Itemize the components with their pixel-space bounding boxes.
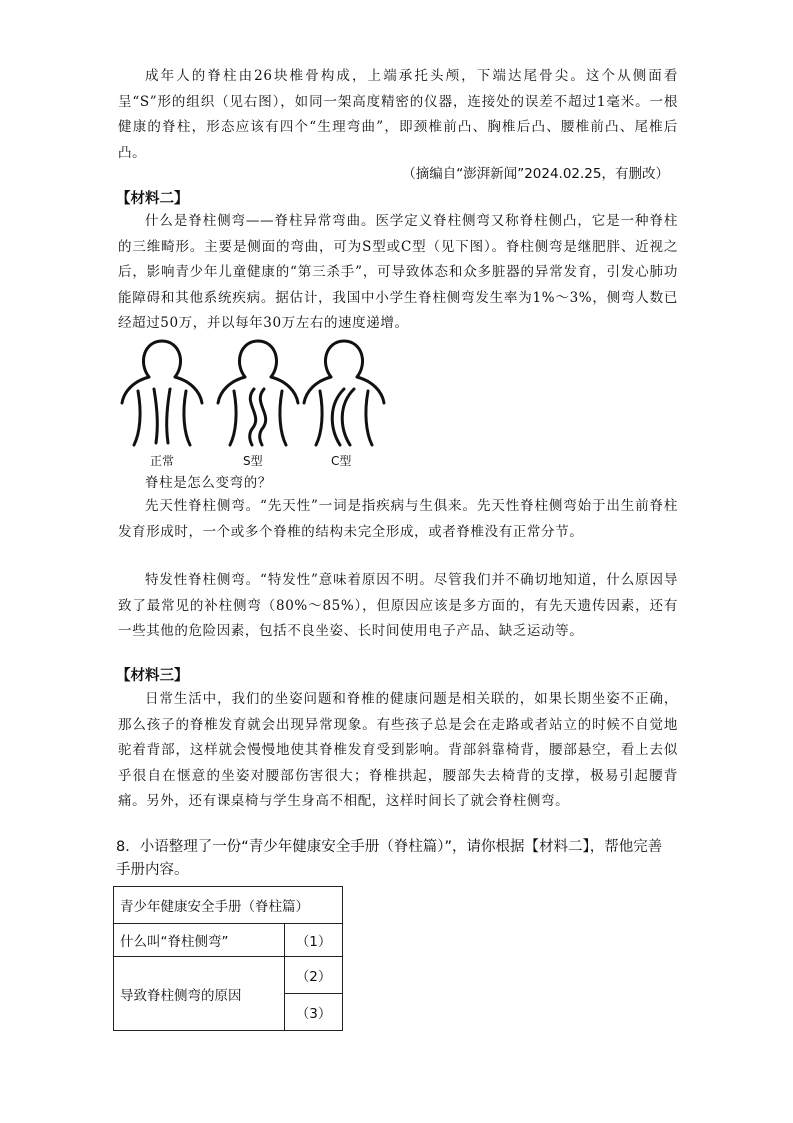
figure-label-normal: 正常 (150, 454, 175, 468)
material2-paragraph-1: 什么是脊柱侧弯——脊柱异常弯曲。医学定义脊柱侧弯又称脊柱侧凸，它是一种脊柱的三维畸形。主要是侧面的弯曲，可为S型或C型（见下图）。脊柱侧弯是继肥胖、近视之后，影响青少年儿童健康的“第三杀手”，可导致体态和众多脏器的异常发育，引发心肺功能障碍和其他系统疾病。据估计，我国中小学生脊柱侧弯发生率为1%～3%，侧弯人数已经超过50万，并以每年30万左右的速度递增。 (118, 213, 678, 331)
answer-blank-2[interactable]: （2） (285, 957, 343, 994)
material2-paragraph-3: 特发性脊柱侧弯。“特发性”意味着原因不明。尽管我们并不确切地知道，什么原因导致了最常见的补柱侧弯（80%～85%），但原因应该是多方面的，有先天遗传因素，还有一些其他的危险因素，包括不良坐姿、长时间使用电子产品、缺乏运动等。 (118, 572, 678, 639)
normal-spine-figure (122, 341, 202, 445)
figure-label-s-type: S型 (243, 454, 263, 468)
material1-source: （摘编自“澎湃新闻”2024.02.25，有删改） (402, 166, 669, 182)
figure-label-c-type: C型 (331, 454, 352, 468)
handbook-row-label-causes: 导致脊柱侧弯的原因 (114, 957, 285, 1031)
material2-paragraph-2: 先天性脊柱侧弯。“先天性”一词是指疾病与生俱来。先天性脊柱侧弯始于出生前脊柱发育形成时，一个或多个脊椎的结构未完全形成，或者脊椎没有正常分节。 (118, 498, 678, 540)
material1-paragraph: 成年人的脊柱由26块椎骨构成，上端承托头颅，下端达尾骨尖。这个从侧面看呈“S”形的组织（见右图），如同一架高度精密的仪器，连接处的误差不超过1毫米。一根健康的脊柱，形态应该有四个“生理弯曲”，即颈椎前凸、胸椎后凸、腰椎前凸、尾椎后凸。 (118, 68, 678, 161)
handbook-title-cell: 青少年健康安全手册（脊柱篇） (114, 887, 343, 924)
answer-blank-3[interactable]: （3） (285, 994, 343, 1031)
material2-heading: 【材料二】 (116, 191, 189, 207)
handbook-row-label-definition: 什么叫“脊柱侧弯” (114, 924, 285, 957)
c-type-spine-figure (304, 341, 384, 445)
s-type-spine-figure (218, 341, 298, 445)
question-8: 8．小语整理了一份“青少年健康安全手册（脊柱篇）”，请你根据【材料二】，帮他完善手册内容。 (116, 839, 663, 878)
answer-blank-1[interactable]: （1） (285, 924, 343, 957)
handbook-table (113, 886, 343, 1031)
material3-heading: 【材料三】 (116, 668, 189, 684)
material2-question-line: 脊柱是怎么变弯的？ (145, 475, 272, 491)
material3-paragraph: 日常生活中，我们的坐姿问题和脊椎的健康问题是相关联的，如果长期坐姿不正确，那么孩子的脊椎发育就会出现异常现象。有些孩子总是会在走路或者站立的时候不自觉地驼着背部，这样就会慢慢地使其脊椎发育受到影响。背部斜靠椅背，腰部悬空，看上去似乎很自在惬意的坐姿对腰部伤害很大；脊椎拱起，腰部失去椅背的支撑，极易引起腰背痛。另外，还有课桌椅与学生身高不相配，这样时间长了就会脊柱侧弯。 (118, 691, 678, 809)
